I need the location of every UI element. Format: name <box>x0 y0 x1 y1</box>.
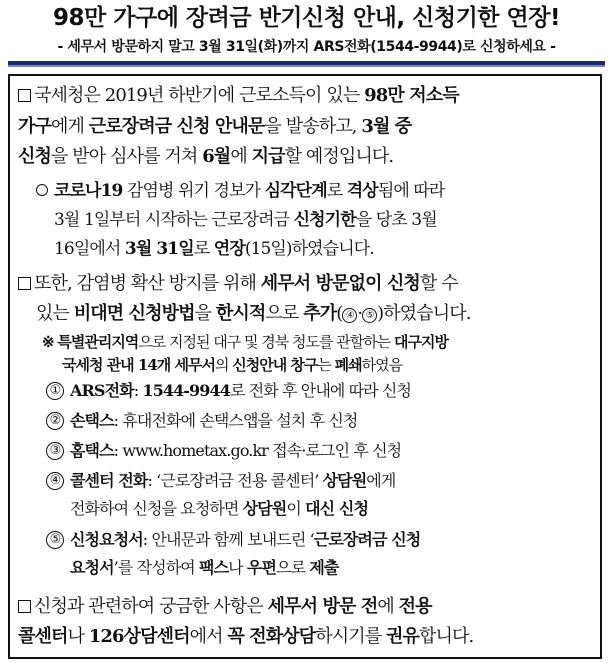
text-run: 특별관리지역 <box>57 333 139 351</box>
section3-line <box>18 595 432 619</box>
text-run: 126상담센터 <box>88 626 190 647</box>
text-run: 에 <box>377 596 399 617</box>
text-run: 을 <box>194 303 216 324</box>
text-run: 3월 1일부터 시작하는 근로장려금 <box>54 210 294 230</box>
text-run: 근로장려금 신청 안내문 <box>88 116 265 137</box>
text-run: : ‘근로장려금 전용 콜센터’ <box>147 471 323 490</box>
method-item-callcenter <box>46 469 395 493</box>
square-bullet-icon <box>18 89 31 102</box>
text-run: 세무서 방문 전 <box>267 596 378 617</box>
page-title: 98만 가구에 장려금 반기신청 안내, 신청기한 연장! <box>53 5 560 31</box>
section2-line <box>36 302 471 326</box>
text-run: 신청과 관련하여 궁금한 사항은 <box>34 596 268 617</box>
text-run: ( <box>336 303 343 324</box>
text-run: 지급 <box>251 146 285 167</box>
text-run: 상담원 <box>322 471 367 490</box>
text-run: 으로 <box>265 303 304 324</box>
text-run: : 휴대전화에 손택스앱을 설치 후 신청 <box>113 411 358 430</box>
text-run: 우편 <box>246 558 277 577</box>
header-rule-accent <box>8 65 605 67</box>
section3-line <box>18 625 473 649</box>
content-box <box>8 74 602 659</box>
text-run: 에게 <box>50 116 89 137</box>
text-run: 로 <box>193 239 214 259</box>
method-number-badge: ⑤ <box>46 531 64 549</box>
method-number-badge: ① <box>46 382 64 400</box>
method-4-ref: ④ <box>342 308 357 323</box>
text-run: 에서 <box>189 626 228 647</box>
text-run: 로 <box>326 181 347 201</box>
method-item-request-form-cont <box>70 556 338 580</box>
text-run: 전용 <box>398 596 432 617</box>
text-run: 가구 <box>18 116 51 137</box>
text-run: ARS전화 <box>70 381 134 400</box>
text-run: : 안내문과 함께 보내드린 ‘ <box>142 530 314 549</box>
text-run: 나 <box>67 626 89 647</box>
text-run: 또한, 감염병 확산 방지를 위해 <box>34 273 261 294</box>
text-run: 신청요청서 <box>70 530 143 549</box>
text-run: 합니다. <box>419 626 474 647</box>
section1-line <box>18 115 411 139</box>
text-run: 대구지방 <box>394 333 448 351</box>
text-run: 국세청 관내 14개 세무서 <box>62 356 215 374</box>
text-run: 대신 신청 <box>305 499 369 518</box>
text-run: 에 <box>230 146 252 167</box>
method-item-hometax <box>46 439 401 463</box>
text-run: 하시기를 <box>315 626 387 647</box>
text-run: 에게 <box>366 471 396 490</box>
page-subtitle: - 세무서 방문하지 말고 3월 31일(화)까지 ARS전화(1544-9944)로 신청하세요 - <box>57 39 556 55</box>
text-run: 콜센터 <box>18 626 68 647</box>
text-run: 16일에서 <box>54 239 125 259</box>
text-run: 을 당초 3월 <box>355 210 437 230</box>
method-item-callcenter-cont <box>70 497 368 521</box>
square-bullet-icon <box>18 600 31 613</box>
text-run: 요청서 <box>70 558 114 577</box>
section1-sub-line <box>54 208 437 232</box>
text-run: 감염병 위기 경보가 <box>122 181 265 201</box>
method-item-sontax <box>46 409 357 433</box>
text-run: 심각단계 <box>264 181 327 201</box>
method-number-badge: ③ <box>46 442 64 460</box>
text-run: 3월 31일 <box>124 239 194 259</box>
text-run: 는 <box>317 356 335 374</box>
text-run: 근로장려금 신청 <box>313 530 421 549</box>
text-run: ’를 작성하여 <box>113 558 200 577</box>
text-run: 으로 지정된 대구 및 경북 청도를 관할하는 <box>138 333 395 351</box>
text-run: 할 수 <box>419 273 458 294</box>
text-run: 이 <box>286 499 306 518</box>
note-line <box>62 353 402 377</box>
section1-line <box>18 145 393 169</box>
note-line <box>42 330 448 354</box>
method-item-ars <box>46 379 411 403</box>
text-run: 하였음 <box>361 356 403 374</box>
method-5-ref: ⑤ <box>362 308 377 323</box>
text-run: 전화하여 신청을 요청하면 <box>70 499 243 518</box>
method-number-badge: ④ <box>46 472 64 490</box>
text-run: 으로 <box>276 558 310 577</box>
text-run: : <box>133 381 143 400</box>
method-number-badge: ② <box>46 412 64 430</box>
text-run: 신청기한 <box>293 210 356 230</box>
section2-line <box>18 272 458 296</box>
text-run: 코로나19 <box>54 181 123 201</box>
text-run: 꼭 전화상담 <box>227 626 316 647</box>
text-run: 폐쇄 <box>334 356 362 374</box>
text-run: 의 <box>214 356 233 374</box>
text-run: 1544-9944 <box>142 381 230 400</box>
text-run: 있는 <box>36 303 74 324</box>
text-run: 연장 <box>213 239 245 259</box>
square-bullet-icon <box>18 277 31 290</box>
text-run: 됨에 따라 <box>377 181 445 201</box>
text-run: 세무서 방문없이 신청 <box>260 273 420 294</box>
text-run: 팩스 <box>199 558 229 577</box>
text-run: 권유 <box>386 626 419 647</box>
text-run: 3월 중 <box>361 116 412 137</box>
text-run: 로 전화 후 안내에 따라 신청 <box>229 381 412 400</box>
section1-line: 국세청은 2019년 하반기에 근로소득이 있는 98만 저소득 <box>18 84 459 108</box>
text-run: 을 받아 심사를 거쳐 <box>50 146 203 167</box>
text-run: )하였습니다. <box>377 303 471 324</box>
text-run: 상담원 <box>242 499 287 518</box>
section1-sub-line <box>36 179 444 203</box>
section1-sub-line <box>54 237 374 261</box>
text-run: 6월 <box>202 146 231 167</box>
text-run: 격상 <box>346 181 378 201</box>
text-run: 홈택스 <box>70 441 114 460</box>
text-run: 나 <box>228 558 247 577</box>
text-run: 할 예정입니다. <box>284 146 394 167</box>
text-run: 신청 <box>18 146 51 167</box>
text-run: 손택스 <box>70 411 114 430</box>
method-item-request-form <box>46 528 420 552</box>
text-run: : www.hometax.go.kr 접속·로그인 후 신청 <box>113 441 402 460</box>
text-run: 을 발송하고, <box>264 116 362 137</box>
text-run: 콜센터 전화 <box>70 471 148 490</box>
text-run: · <box>357 303 363 324</box>
text-run: (15일)하였습니다. <box>244 239 374 259</box>
text-run: 비대면 신청방법 <box>73 303 195 324</box>
text-run: 한시적 <box>215 303 266 324</box>
reference-mark-icon: ※ <box>42 333 54 351</box>
text-run: 추가 <box>303 303 337 324</box>
text-run: 신청안내 창구 <box>232 356 318 374</box>
circle-bullet-icon <box>36 184 48 196</box>
text-run: 제출 <box>309 558 339 577</box>
